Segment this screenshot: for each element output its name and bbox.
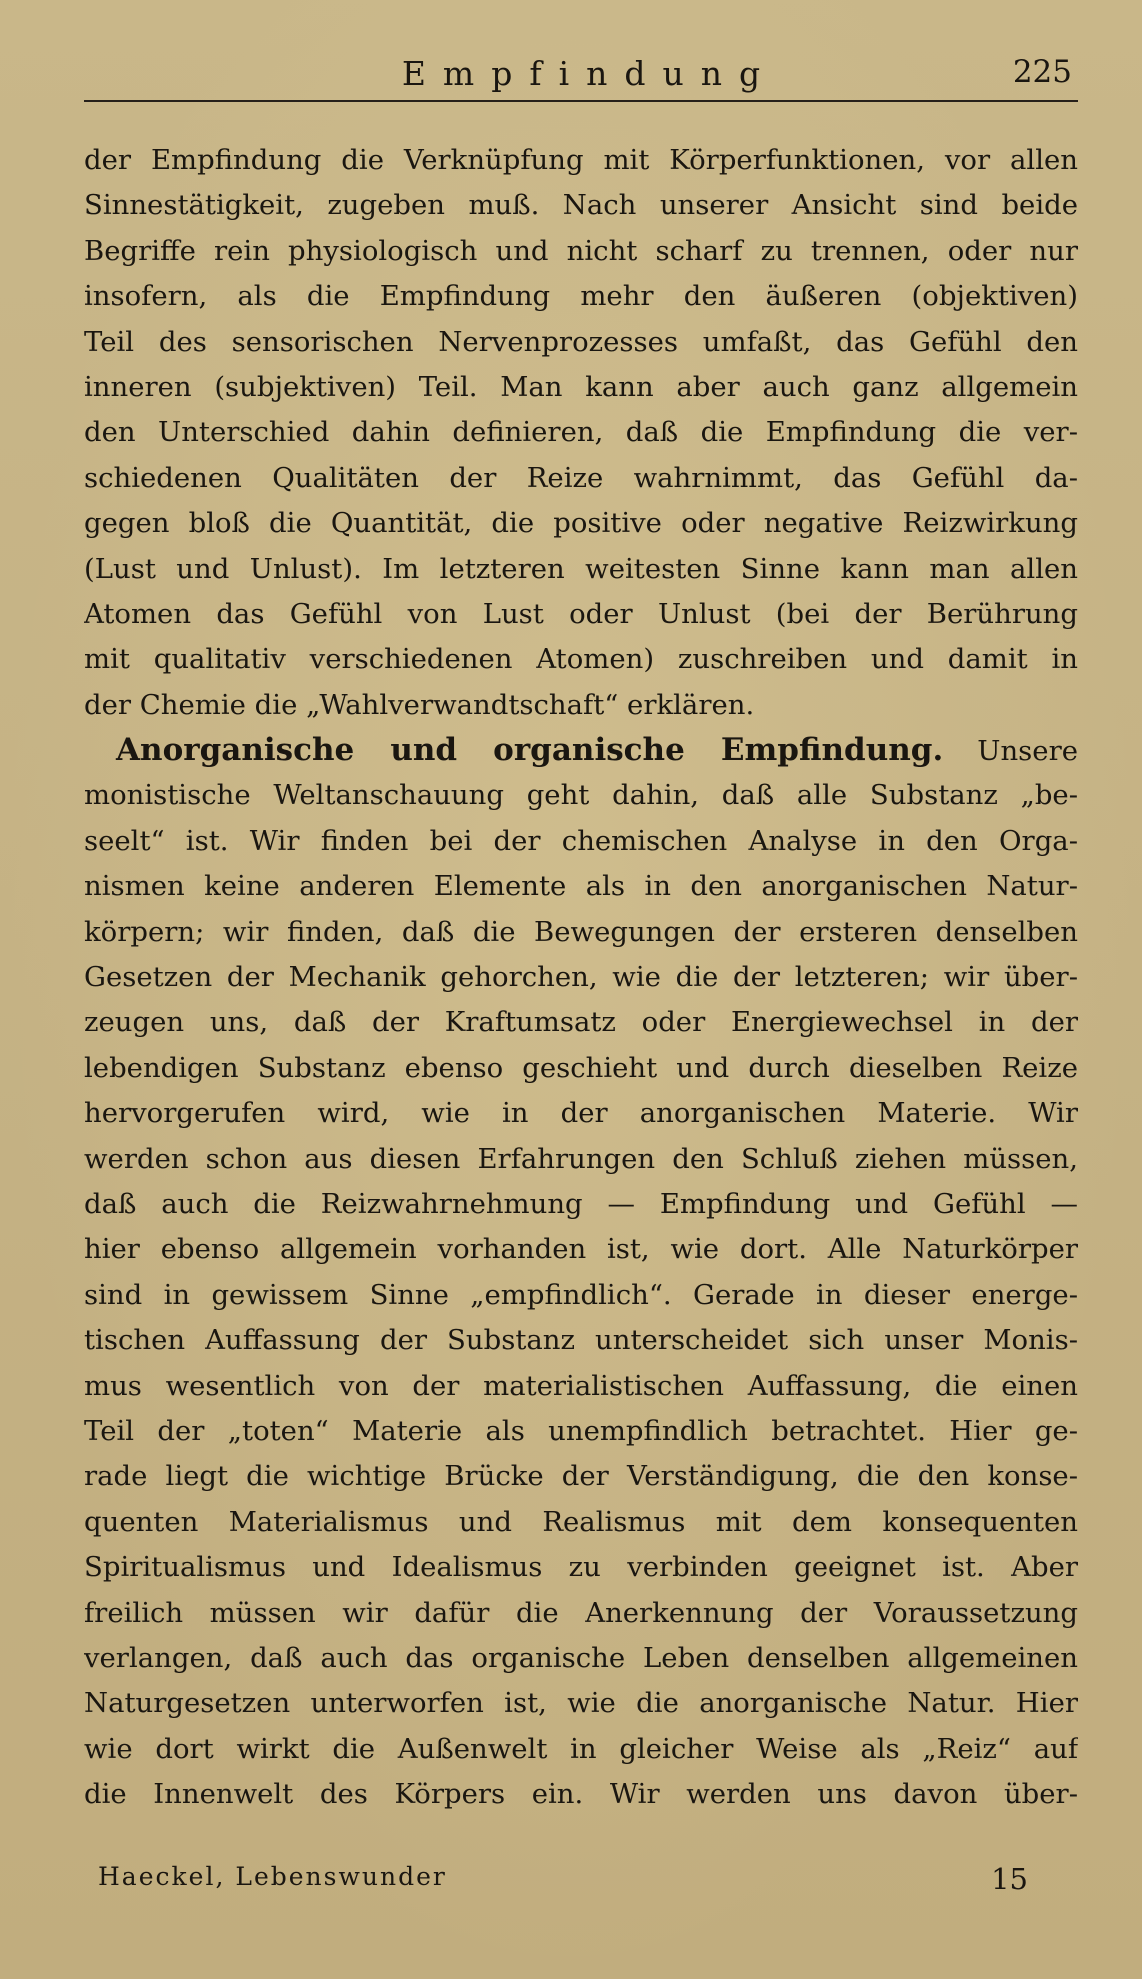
text-line: Atomen das Gefühl von Lust oder Unlust (bei der Berührung [84, 597, 1078, 630]
text-line: sind in gewissem Sinne „empfindlich“. Gerade in dieser energe- [84, 1278, 1078, 1311]
section-heading: Anorganische und organische Empfindung. [116, 732, 944, 769]
text-line: daß auch die Reizwahrnehmung — Empfindung und Gefühl — [84, 1187, 1078, 1220]
text-line: seelt“ ist. Wir finden bei der chemischen Analyse in den Orga- [84, 824, 1078, 857]
text-line: Sinnestätigkeit, zugeben muß. Nach unserer Ansicht sind beide [84, 189, 1078, 222]
text-line: quenten Materialismus und Realismus mit dem konsequenten [84, 1505, 1078, 1538]
text-line: monistische Weltanschauung geht dahin, daß alle Substanz „be- [84, 779, 1078, 812]
text-line: freilich müssen wir dafür die Anerkennung der Voraussetzung [84, 1596, 1078, 1629]
text-line: schiedenen Qualitäten der Reize wahrnimmt, das Gefühl da- [84, 461, 1078, 494]
text-line: tischen Auffassung der Substanz unterscheidet sich unser Monis- [84, 1324, 1078, 1357]
text-line: (Lust und Unlust). Im letzteren weitesten Sinne kann man allen [84, 552, 1078, 585]
text-line: hier ebenso allgemein vorhanden ist, wie dort. Alle Naturkörper [84, 1233, 1078, 1266]
text-line: körpern; wir finden, daß die Bewegungen der ersteren denselben [84, 915, 1078, 948]
printer-signature: Haeckel, Lebenswunder [98, 1862, 447, 1891]
text-line: lebendigen Substanz ebenso geschieht und durch dieselben Reize [84, 1051, 1078, 1084]
text-line: Begriffe rein physiologisch und nicht scharf zu trennen, oder nur [84, 234, 1078, 267]
text-line: gegen bloß die Quantität, die positive oder negative Reizwirkung [84, 507, 1078, 540]
section-first-line-text: Unsere [977, 735, 1078, 768]
text-line: der Empfindung die Verknüpfung mit Körperfunktionen, vor allen [84, 144, 1078, 176]
body-text [84, 138, 1078, 1817]
text-line: mit qualitativ verschiedenen Atomen) zuschreiben und damit in [84, 643, 1078, 676]
running-header [84, 50, 1078, 102]
text-line: nismen keine anderen Elemente als in den anorganischen Natur- [84, 870, 1078, 903]
text-line: inneren (subjektiven) Teil. Man kann aber auch ganz allgemein [84, 370, 1078, 403]
text-line: werden schon aus diesen Erfahrungen den Schluß ziehen müssen, [84, 1142, 1078, 1175]
signature-number: 15 [991, 1862, 1028, 1896]
text-line: der Chemie die „Wahlverwandtschaft“ erklären. [84, 688, 755, 721]
text-line: rade liegt die wichtige Brücke der Verständigung, die den konse- [84, 1460, 1078, 1493]
text-line: verlangen, daß auch das organische Leben denselben allgemeinen [84, 1641, 1078, 1674]
text-line: Naturgesetzen unterworfen ist, wie die anorganische Natur. Hier [84, 1687, 1078, 1720]
text-line: wie dort wirkt die Außenwelt in gleicher Weise als „Reiz“ auf [84, 1732, 1078, 1765]
text-line: mus wesentlich von der materialistischen Auffassung, die einen [84, 1369, 1078, 1402]
text-line: Gesetzen der Mechanik gehorchen, wie die der letzteren; wir über- [84, 961, 1078, 994]
text-line: insofern, als die Empfindung mehr den äußeren (objektiven) [84, 280, 1078, 313]
text-line: Spiritualismus und Idealismus zu verbinden geeignet ist. Aber [84, 1551, 1078, 1584]
text-line: den Unterschied dahin definieren, daß die Empfindung die ver- [84, 416, 1078, 449]
page-number: 225 [1012, 54, 1072, 90]
page-footer [84, 1856, 1078, 1906]
section-first-line [84, 728, 1078, 773]
running-title: Empfindung [401, 54, 778, 93]
text-line: zeugen uns, daß der Kraftumsatz oder Energiewechsel in der [84, 1006, 1078, 1039]
text-line: hervorgerufen wird, wie in der anorganischen Materie. Wir [84, 1097, 1078, 1130]
text-line: Teil der „toten“ Materie als unempfindlich betrachtet. Hier ge- [84, 1414, 1078, 1447]
text-line: Teil des sensorischen Nervenprozesses umfaßt, das Gefühl den [84, 325, 1078, 358]
text-line: die Innenwelt des Körpers ein. Wir werden uns davon über- [84, 1778, 1078, 1811]
